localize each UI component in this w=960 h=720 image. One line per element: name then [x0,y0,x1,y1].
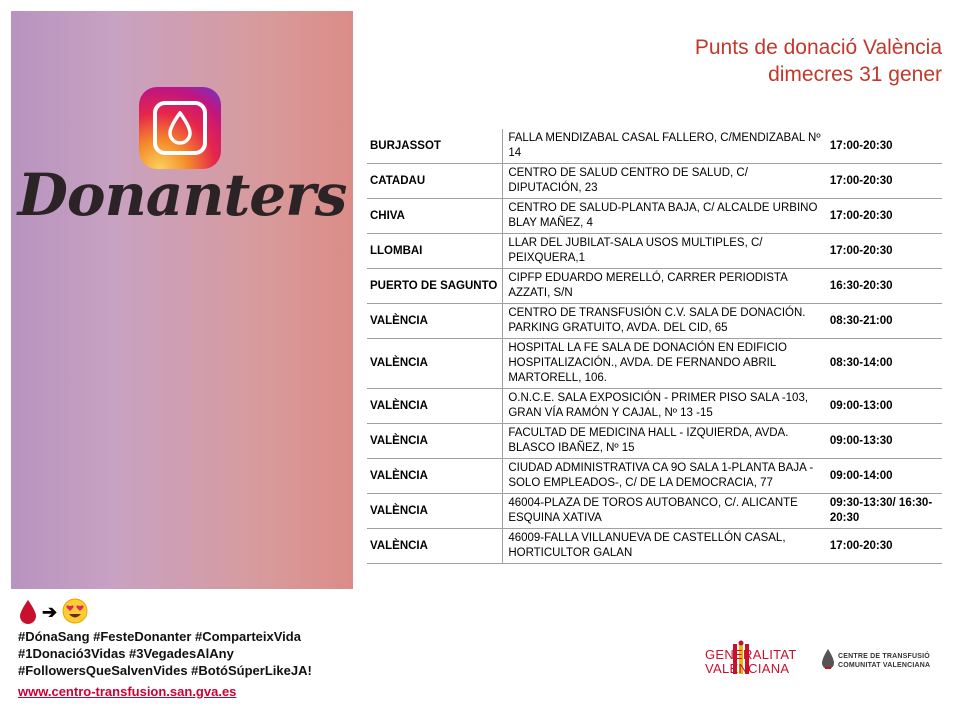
city-cell: VALÈNCIA [367,494,503,529]
blood-drop-icon [167,111,193,145]
city-cell: CHIVA [367,199,503,234]
address-cell: LLAR DEL JUBILAT-SALA USOS MULTIPLES, C/ PEIXQUERA,1 [503,234,827,269]
address-cell: FACULTAD DE MEDICINA HALL - IZQUIERDA, AVDA. BLASCO IBAÑEZ, Nº 15 [503,424,827,459]
title-line: Punts de donació València [694,36,942,59]
hours-cell: 09:00-13:30 [827,424,942,459]
address-cell: CENTRO DE SALUD-PLANTA BAJA, C/ ALCALDE URBINO BLAY MAÑEZ, 4 [503,199,827,234]
city-cell: VALÈNCIA [367,424,503,459]
centre-transfusio-logo-icon [820,648,836,674]
hours-cell: 09:00-14:00 [827,459,942,494]
page-title [695,34,942,88]
table-row [367,304,942,339]
table-row [367,529,942,564]
hours-cell: 17:00-20:30 [827,234,942,269]
table-row [367,389,942,424]
hours-cell: 17:00-20:30 [827,164,942,199]
city-cell: VALÈNCIA [367,529,503,564]
table-row [367,164,942,199]
date-line: dimecres 31 gener [768,63,942,86]
table-row [367,129,942,164]
table-row [367,459,942,494]
city-cell: CATADAU [367,164,503,199]
table-row [367,494,942,529]
hashtag-line: #DónaSang #FesteDonanter #ComparteixVida [18,629,301,644]
hours-cell: 09:30-13:30/ 16:30-20:30 [827,494,942,529]
table-row [367,234,942,269]
hours-cell: 17:00-20:30 [827,199,942,234]
city-cell: VALÈNCIA [367,389,503,424]
hours-cell: 17:00-20:30 [827,129,942,164]
hours-cell: 09:00-13:00 [827,389,942,424]
city-cell: BURJASSOT [367,129,503,164]
hours-cell: 16:30-20:30 [827,269,942,304]
hours-cell: 08:30-14:00 [827,339,942,389]
city-cell: VALÈNCIA [367,339,503,389]
ct-line: COMUNITAT VALENCIANA [838,662,931,669]
gv-line: VALENCIANA [705,661,790,676]
address-cell: FALLA MENDIZABAL CASAL FALLERO, C/MENDIZABAL Nº 14 [503,129,827,164]
table-row [367,424,942,459]
city-cell: LLOMBAI [367,234,503,269]
centre-transfusio-logo-text [838,652,930,670]
heart-eyes-smiley-icon [62,598,88,624]
arrow-right-icon: ➔ [42,602,58,622]
hashtags [18,628,358,679]
hashtag-line: #FollowersQueSalvenVides #BotóSúperLikeJA! [18,663,312,678]
address-cell: O.N.C.E. SALA EXPOSICIÓN - PRIMER PISO SALA -103, GRAN VÍA RAMÓN Y CAJAL, Nº 13 -15 [503,389,827,424]
blood-drop-icon [18,599,38,625]
address-cell: CENTRO DE SALUD CENTRO DE SALUD, C/ DIPUTACIÓN, 23 [503,164,827,199]
city-cell: VALÈNCIA [367,304,503,339]
generalitat-logo-text [705,648,797,676]
address-cell: CIPFP EDUARDO MERELLÓ, CARRER PERIODISTA AZZATI, S/N [503,269,827,304]
table-row [367,339,942,389]
address-cell: CENTRO DE TRANSFUSIÓN C.V. SALA DE DONACIÓN. PARKING GRATUITO, AVDA. DEL CID, 65 [503,304,827,339]
ct-line: CENTRE DE TRANSFUSIÓ [838,653,930,660]
city-cell: PUERTO DE SAGUNTO [367,269,503,304]
donanters-poster [11,11,353,589]
address-cell: 46009-FALLA VILLANUEVA DE CASTELLÓN CASAL, HORTICULTOR GALAN [503,529,827,564]
brand-wordmark: Donanters [17,161,347,229]
table-row [367,199,942,234]
donanters-app-icon [139,87,221,169]
website-link[interactable]: www.centro-transfusion.san.gva.es [18,684,237,699]
hours-cell: 17:00-20:30 [827,529,942,564]
hashtag-line: #1Donació3Vidas #3VegadesAlAny [18,646,234,661]
donation-points-table [367,129,942,564]
address-cell: 46004-PLAZA DE TOROS AUTOBANCO, C/. ALICANTE ESQUINA XATIVA [503,494,827,529]
address-cell: CIUDAD ADMINISTRATIVA CA 9O SALA 1-PLANTA BAJA - SOLO EMPLEADOS-, C/ DE LA DEMOCRACIA, 77 [503,459,827,494]
city-cell: VALÈNCIA [367,459,503,494]
hours-cell: 08:30-21:00 [827,304,942,339]
address-cell: HOSPITAL LA FE SALA DE DONACIÓN EN EDIFICIO HOSPITALIZACIÓN., AVDA. DE FERNANDO ABRIL MARTORELL, 106. [503,339,827,389]
gv-line: GENERALITAT [705,647,797,662]
table-row [367,269,942,304]
